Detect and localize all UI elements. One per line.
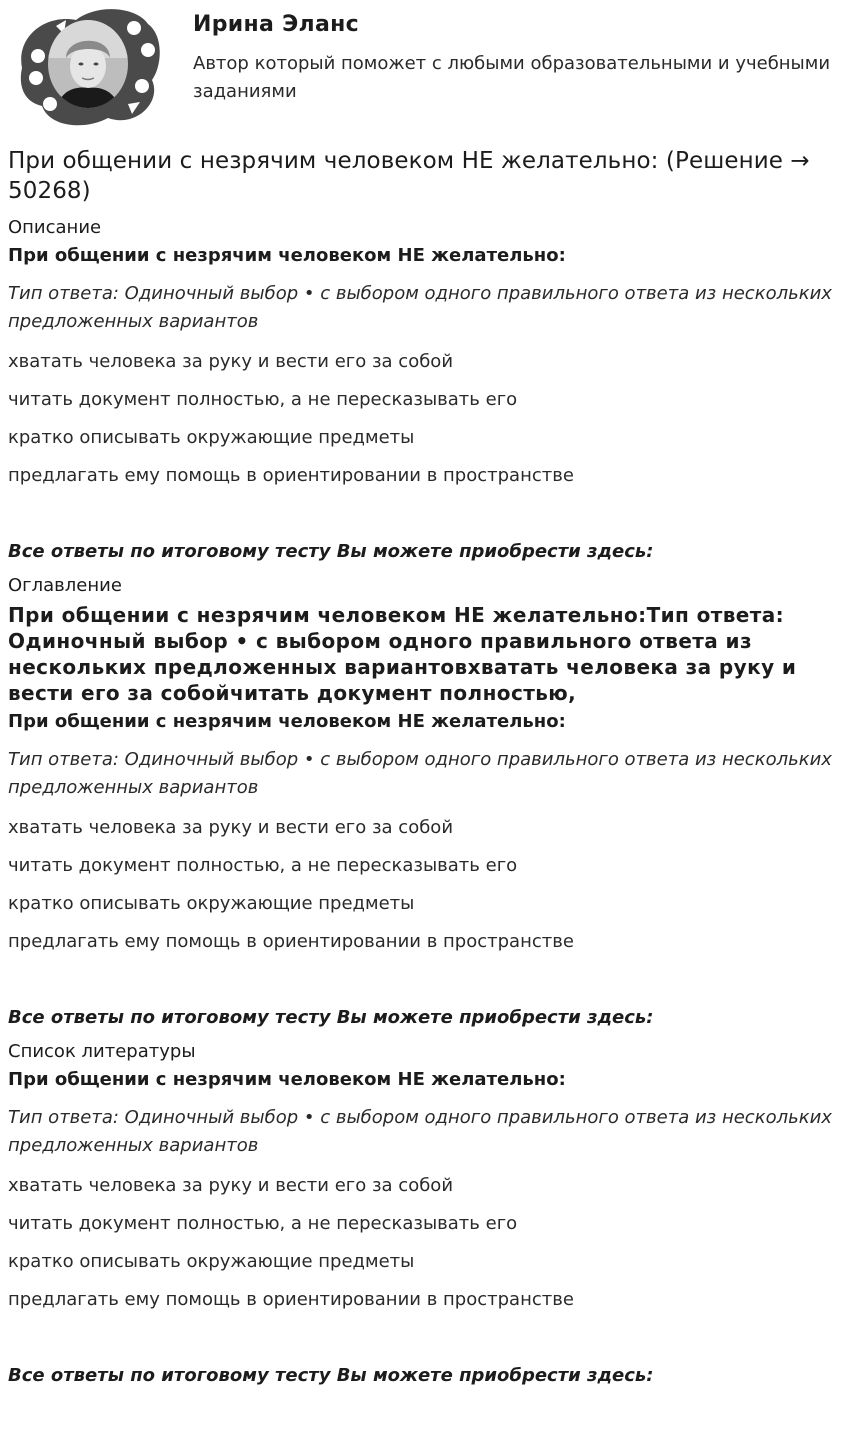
section-label-literature: Список литературы [8, 1041, 196, 1062]
answer-option: читать документ полностью, а не пересказывать его [8, 1213, 518, 1234]
question-text: При общении с незрячим человеком НЕ желательно: [8, 1069, 566, 1090]
answer-option: кратко описывать окружающие предметы [8, 1251, 415, 1272]
buy-answers-note: Все ответы по итоговому тесту Вы можете приобрести здесь: [8, 1007, 654, 1028]
author-header [8, 0, 839, 128]
answer-option: кратко описывать окружающие предметы [8, 427, 415, 448]
answer-option: хватать человека за руку и вести его за собой [8, 1175, 454, 1196]
question-block-literature [8, 1068, 839, 1388]
answer-option: хватать человека за руку и вести его за собой [8, 351, 454, 372]
answer-option: предлагать ему помощь в ориентировании в пространстве [8, 465, 574, 486]
section-label-description: Описание [8, 217, 102, 238]
answer-option: читать документ полностью, а не пересказывать его [8, 389, 518, 410]
answer-option: предлагать ему помощь в ориентировании в пространстве [8, 931, 574, 952]
answer-type-text: Тип ответа: Одиночный выбор • с выбором одного правильного ответа из нескольких предложенных вариантов [8, 1107, 832, 1156]
answer-type-text: Тип ответа: Одиночный выбор • с выбором одного правильного ответа из нескольких предложенных вариантов [8, 283, 832, 332]
answer-type-text: Тип ответа: Одиночный выбор • с выбором одного правильного ответа из нескольких предложенных вариантов [8, 749, 832, 798]
question-block-toc [8, 710, 839, 1030]
page-title: При общении с незрячим человеком НЕ желательно: (Решение → 50268) [8, 148, 810, 204]
answer-option: предлагать ему помощь в ориентировании в пространстве [8, 1289, 574, 1310]
answer-option: хватать человека за руку и вести его за собой [8, 817, 454, 838]
author-avatar [16, 6, 160, 126]
question-text: При общении с незрячим человеком НЕ желательно: [8, 711, 566, 732]
buy-answers-note: Все ответы по итоговому тесту Вы можете приобрести здесь: [8, 1365, 654, 1386]
author-name[interactable]: Ирина Эланс [193, 12, 359, 37]
answer-option: читать документ полностью, а не пересказывать его [8, 855, 518, 876]
answer-option: кратко описывать окружающие предметы [8, 893, 415, 914]
question-text: При общении с незрячим человеком НЕ желательно: [8, 245, 566, 266]
section-label-toc: Оглавление [8, 575, 122, 596]
author-description: Автор который поможет с любыми образовательными и учебными заданиями [193, 53, 831, 102]
question-block-description [8, 244, 839, 564]
toc-heading: При общении с незрячим человеком НЕ желательно:Тип ответа: Одиночный выбор • с выбором одного правильного ответа из нескольких предложенных вариантовхватать человека за руку и вести его за собойчитать документ полностью, [8, 603, 797, 705]
buy-answers-note: Все ответы по итоговому тесту Вы можете приобрести здесь: [8, 541, 654, 562]
